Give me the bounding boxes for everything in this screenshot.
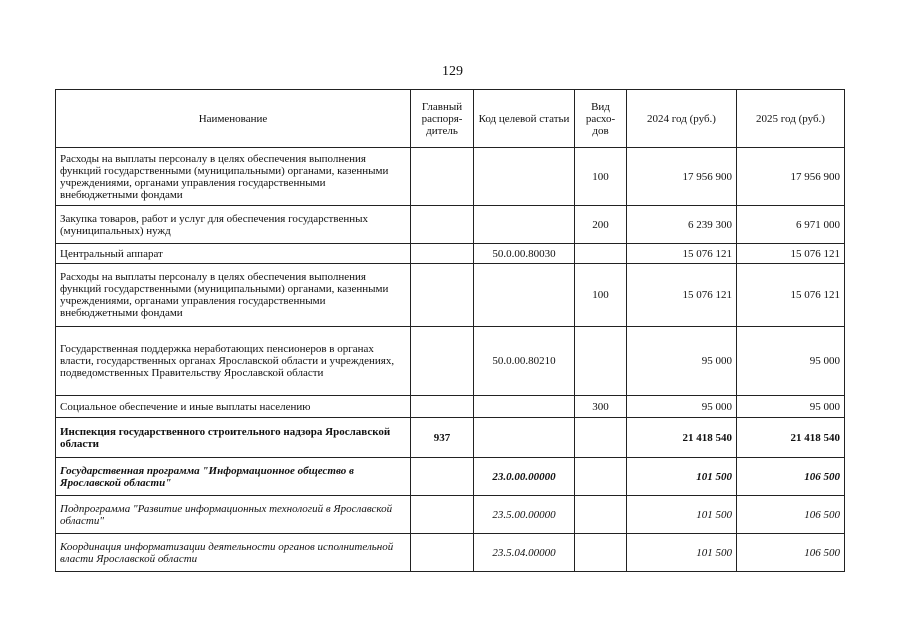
cell-code: 50.0.00.80210: [474, 327, 575, 396]
cell-name: Государственная поддержка неработающих пенсионеров в органах власти, государственных органах Ярославской области и учреждениях, подведомственных Правительству Ярославской области: [56, 327, 411, 396]
budget-table: [55, 89, 845, 572]
cell-glav: [411, 327, 474, 396]
cell-code: [474, 206, 575, 244]
table-row: [56, 534, 845, 572]
cell-code: [474, 148, 575, 206]
cell-name: Координация информатизации деятельности органов исполнительной власти Ярославской области: [56, 534, 411, 572]
cell-vid: 100: [575, 148, 627, 206]
table-row: [56, 264, 845, 327]
cell-vid: [575, 458, 627, 496]
cell-2024: 101 500: [627, 496, 737, 534]
page-number: 129: [442, 64, 463, 79]
cell-glav: 937: [411, 418, 474, 458]
cell-2025: 106 500: [737, 534, 845, 572]
cell-vid: [575, 418, 627, 458]
cell-vid: [575, 496, 627, 534]
cell-name: Центральный аппарат: [56, 244, 411, 264]
cell-code: 23.5.00.00000: [474, 496, 575, 534]
cell-2024: 15 076 121: [627, 244, 737, 264]
cell-vid: 300: [575, 396, 627, 418]
cell-code: 23.5.04.00000: [474, 534, 575, 572]
cell-vid: 200: [575, 206, 627, 244]
cell-2025: 106 500: [737, 496, 845, 534]
cell-2025: 95 000: [737, 396, 845, 418]
cell-2025: 15 076 121: [737, 264, 845, 327]
header-code: Код целевой статьи: [474, 90, 575, 148]
header-2025: 2025 год (руб.): [737, 90, 845, 148]
cell-2024: 95 000: [627, 396, 737, 418]
table-row: [56, 418, 845, 458]
cell-vid: [575, 244, 627, 264]
cell-name: Закупка товаров, работ и услуг для обеспечения государственных (муниципальных) нужд: [56, 206, 411, 244]
cell-name: Государственная программа "Информационное общество в Ярославской области": [56, 458, 411, 496]
cell-code: 23.0.00.00000: [474, 458, 575, 496]
header-vid: Вид расхо-дов: [575, 90, 627, 148]
cell-vid: 100: [575, 264, 627, 327]
cell-2024: 6 239 300: [627, 206, 737, 244]
cell-glav: [411, 458, 474, 496]
cell-2025: 6 971 000: [737, 206, 845, 244]
cell-code: 50.0.00.80030: [474, 244, 575, 264]
cell-glav: [411, 264, 474, 327]
cell-glav: [411, 534, 474, 572]
cell-2025: 17 956 900: [737, 148, 845, 206]
table-row: [56, 244, 845, 264]
header-2024: 2024 год (руб.): [627, 90, 737, 148]
cell-vid: [575, 534, 627, 572]
cell-vid: [575, 327, 627, 396]
table-row: [56, 327, 845, 396]
cell-name: Социальное обеспечение и иные выплаты населению: [56, 396, 411, 418]
cell-name: Расходы на выплаты персоналу в целях обеспечения выполнения функций государственными (муниципальными) органами, казенными учреждениями, органами управления государственными внебюджетными фондами: [56, 264, 411, 327]
cell-2024: 15 076 121: [627, 264, 737, 327]
cell-glav: [411, 496, 474, 534]
cell-name: Расходы на выплаты персоналу в целях обеспечения выполнения функций государственными (муниципальными) органами, казенными учреждениями, органами управления государственными внебюджетными фондами: [56, 148, 411, 206]
cell-glav: [411, 206, 474, 244]
table-row: [56, 396, 845, 418]
cell-2024: 95 000: [627, 327, 737, 396]
cell-glav: [411, 396, 474, 418]
cell-code: [474, 418, 575, 458]
cell-2025: 15 076 121: [737, 244, 845, 264]
cell-2024: 101 500: [627, 534, 737, 572]
cell-2025: 21 418 540: [737, 418, 845, 458]
cell-2025: 106 500: [737, 458, 845, 496]
cell-2024: 21 418 540: [627, 418, 737, 458]
cell-glav: [411, 148, 474, 206]
table-header-row: [56, 90, 845, 148]
table-row: [56, 148, 845, 206]
cell-code: [474, 396, 575, 418]
cell-name: Подпрограмма "Развитие информационных технологий в Ярославской области": [56, 496, 411, 534]
cell-2024: 101 500: [627, 458, 737, 496]
header-name: Наименование: [56, 90, 411, 148]
table-row: [56, 496, 845, 534]
cell-code: [474, 264, 575, 327]
cell-2024: 17 956 900: [627, 148, 737, 206]
cell-glav: [411, 244, 474, 264]
cell-name: Инспекция государственного строительного надзора Ярославской области: [56, 418, 411, 458]
table-row: [56, 458, 845, 496]
header-glav: Главный распоря-дитель: [411, 90, 474, 148]
cell-2025: 95 000: [737, 327, 845, 396]
table-row: [56, 206, 845, 244]
